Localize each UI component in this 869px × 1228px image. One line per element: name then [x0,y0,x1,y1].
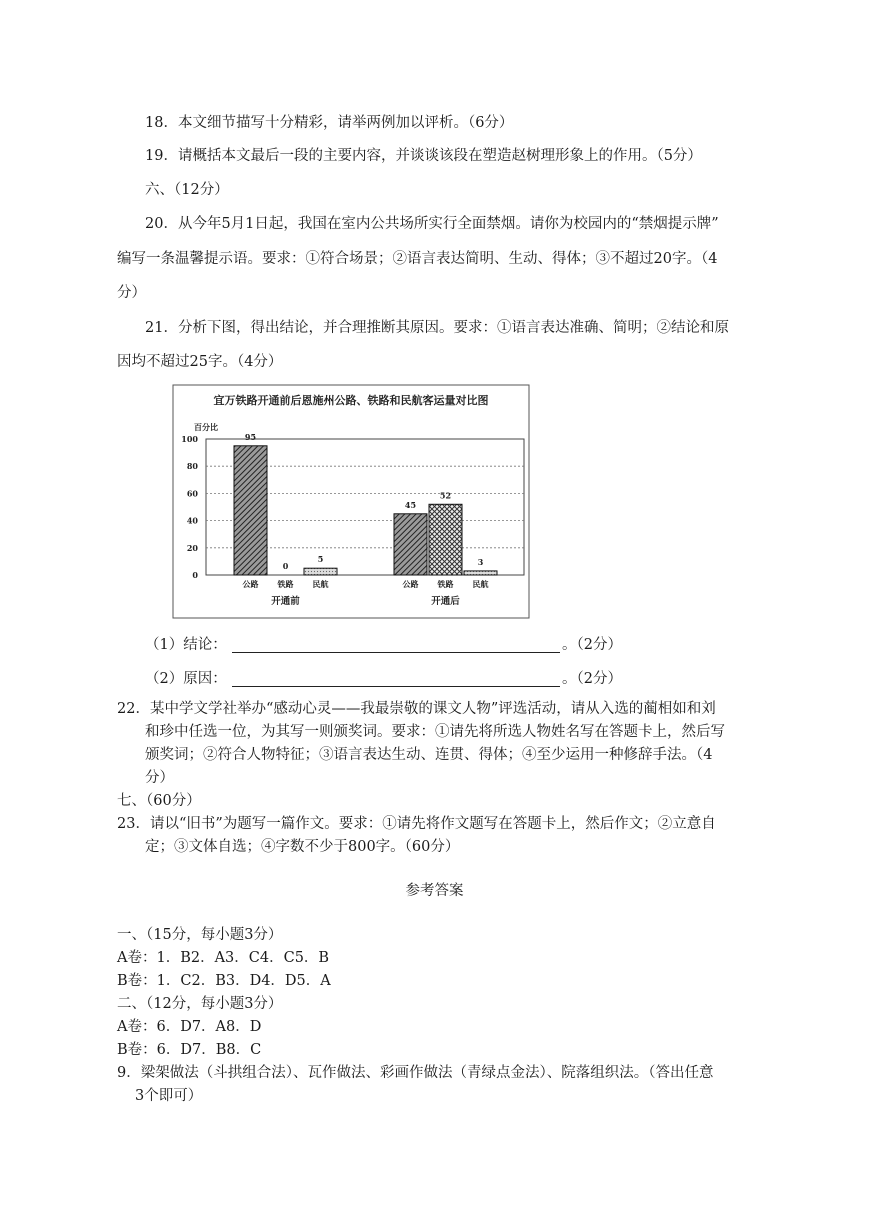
section-7-heading: 七、（60分） [117,793,201,809]
bar-chart [172,384,530,619]
chart-title: 宜万铁路开通前后恩施州公路、铁路和民航客运量对比图 [213,394,489,407]
question-20-line1: 20．从今年5月1日起，我国在室内公共场所实行全面禁烟。请你为校园内的“禁烟提示牌” [145,216,719,232]
answer-2-label: （2）原因： [145,671,227,687]
y-tick-label: 40 [186,515,198,526]
y-tick-label: 80 [186,461,198,472]
question-22-line3: 颁奖词；②符合人物特征；③语言表达生动、连贯、得体；④至少运用一种修辞手法。（4 [145,747,713,763]
group-label: 开通后 [431,596,460,607]
section-6-heading: 六、（12分） [145,182,229,198]
bar [394,514,427,575]
bar [234,446,267,575]
bar-value-label: 95 [244,431,257,442]
question-21-line2: 因均不超过25字。（4分） [117,354,283,370]
answers-b-paper-1: B卷：1．C2．B3．D4．D5．A [117,973,331,989]
category-label: 铁路 [437,579,454,589]
question-23-line1: 23．请以“旧书”为题写一篇作文。要求：①请先将作文题写在答题卡上，然后作文；②立意自 [117,816,716,832]
question-19: 19．请概括本文最后一段的主要内容，并谈谈该段在塑造赵树理形象上的作用。（5分） [145,148,702,164]
question-21-line1: 21．分析下图，得出结论，并合理推断其原因。要求：①语言表达准确、简明；②结论和原 [145,320,729,336]
answer-1-blank[interactable] [232,638,560,653]
category-label: 铁路 [277,579,294,589]
answers-section-1: 一、（15分，每小题3分） [117,927,283,943]
bar [464,571,497,575]
answer-2-blank[interactable] [232,672,560,687]
answer-1-score: 。（2分） [562,637,622,653]
category-label: 民航 [312,579,329,589]
question-22-line1: 22．某中学文学社举办“感动心灵——我最崇敬的课文人物”评选活动，请从入选的蔺相如和刘 [117,701,716,717]
category-label: 公路 [242,579,259,589]
y-tick-label: 100 [181,434,198,444]
y-tick-label: 20 [186,542,198,553]
answers-a-paper-1: A卷：1．B2．A3．C4．C5．B [117,950,330,966]
bar-value-label: 45 [404,499,417,510]
answers-q9-line1: 9．梁架做法（斗拱组合法）、瓦作做法、彩画作做法（青绿点金法）、院落组织法。（答出任意 [117,1065,714,1081]
category-label: 公路 [402,579,419,589]
answer-1-label: （1）结论： [145,637,227,653]
y-axis-label: 百分比 [194,422,218,432]
y-tick-label: 60 [186,488,198,499]
question-22-line4: 分） [145,770,174,786]
bar-value-label: 0 [282,561,289,571]
group-label: 开通前 [271,596,300,607]
question-22-line2: 和珍中任选一位，为其写一则颁奖词。要求：①请先将所选人物姓名写在答题卡上，然后写 [145,724,725,740]
answers-b-paper-2: B卷：6．D7．B8．C [117,1042,262,1058]
answers-section-2: 二、（12分，每小题3分） [117,996,283,1012]
answers-a-paper-2: A卷：6．D7．A8．D [117,1019,262,1035]
category-label: 民航 [472,579,489,589]
answers-q9-line2: 3个即可） [135,1088,203,1104]
bar [429,504,462,575]
bar-value-label: 3 [477,556,484,567]
question-23-line2: 定；③文体自选；④字数不少于800字。（60分） [145,839,460,855]
question-20-line2: 编写一条温馨提示语。要求：①符合场景；②语言表达简明、生动、得体；③不超过20字。（4 [117,251,718,267]
bar-value-label: 5 [317,554,324,565]
question-18: 18．本文细节描写十分精彩，请举两例加以评析。（6分） [145,115,514,131]
answers-title: 参考答案 [405,883,464,899]
answer-2-score: 。（2分） [562,671,622,687]
bar [304,568,337,575]
y-tick-label: 0 [192,570,198,580]
bar-value-label: 52 [439,490,452,501]
question-20-line3: 分） [117,285,146,301]
